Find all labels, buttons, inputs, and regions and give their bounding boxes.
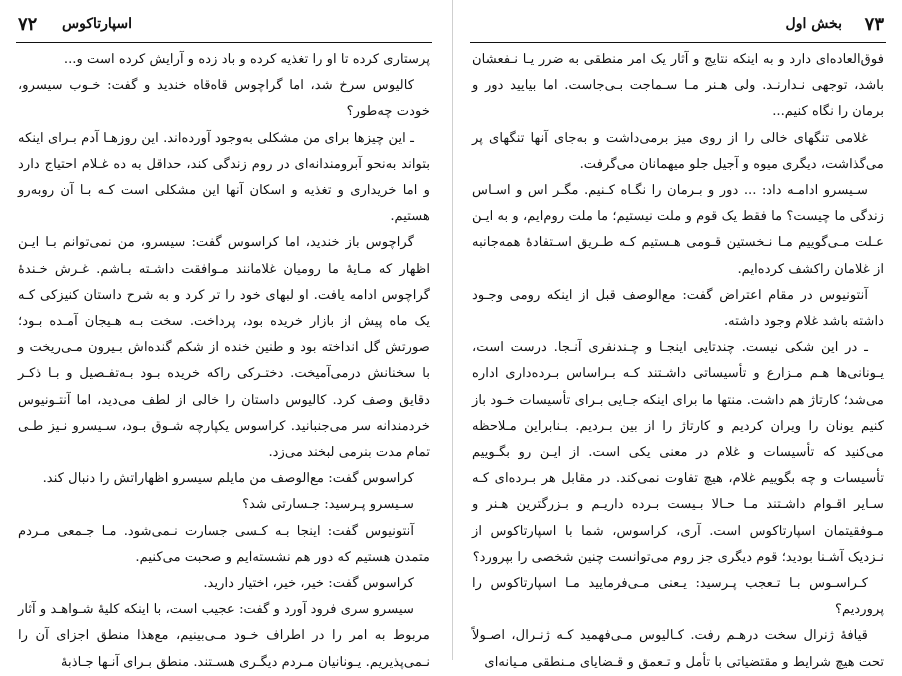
paragraph: گراچوس باز خندید، اما کراسوس گفت: سیسرو، من نمی‌توانم بـا ایـن اظهار که مـایهٔ ما رومیان غلامانند مـوافقت داشـته بـاشم. غـرش خـندهٔ گراچوس ادامه یافت. او لبهای خود را تر کرد و به شرح داستان کنیزکی کـه یک ماه پیش از بازار خریده بود، پرداخت. سخت بـه هـیجان آمـده بـود؛ صورتش گل انداخته بود و طنین خنده از شکم گنده‌اش بـیرون مـی‌ریخت و با سخنانش درمی‌آمیخت. دختـرکی راکه خریده بـود بـه‌تفـصیل و بـا ذکـر دقایق وصف کرد. کالیوس داستان را خالی از لطف می‌دید، اما آنتـونیوس خردمندانه سر می‌جنبانید. کراسوس یکپارچه شـوق بـود، سـیسرو نـیز طـی تمام مدت بنرمی لبخند می‌زد. [18,235,430,461]
right-page-number: ۷۳ [864,14,884,35]
paragraph: کـراسـوس بـا تـعجب پـرسید: یـعنی مـی‌فرمایید مـا اسپارتاکوس را پروردیم؟ [472,576,884,618]
paragraph: قیافهٔ ژنرال سخت درهـم رفت. کـالیوس مـی‌فهمید کـه ژنـرال، اصـولاً تحت هیچ شرایط و مقتضیاتی با تأمل و تـعمق و قـضایای مـنطقی مـیانه‌ای [472,628,884,670]
paragraph: کراسوس گفت: مع‌الوصف من مایلم سیسرو اظهاراتش را دنبال کند. [42,471,414,487]
left-page-running-title: اسپارتاکوس [62,16,133,32]
left-page-body [16,43,432,676]
paragraph: ـ در این شکی نیست. چندتایی اینجـا و چـندنفری آنـجا. درست است، یـونانی‌ها هـم مـزارع و تأسیساتی داشـتند کـه بـراساس بـرده‌داری اداره می‌شد؛ کارتاژ هم داشت. منتها ما برای اینکه جـایی بـرای تأسیسات خـود باز کنیم یونان را ویران کردیم و کارتاژ را از بین بـردیم. بـنابراین مـلاحظه می‌کنید که تأسیسات و غلام در معنی یکی است. از ایـن رو بگـوییم تأسیسات و چه بگوییم غلام، هیچ تفاوت نمی‌کند. در مقابل هر بـرده‌ای کـه سـایر اقـوام داشـتند مـا حـالا بـیست بـرده داریـم و بـزرگترین هـنر و مـوفقیتمان اسپارتاکوس است. آری، کراسوس، شما با اسپارتاکوس از نـزدیک آشـنا بودید؛ قوم دیگری جز روم می‌توانست چنین شخصی را بپرورد؟ [472,340,884,565]
right-page-header [470,14,886,43]
paragraph: سـیسرو ادامـه داد: ... دور و بـرمان را نگـاه کـنیم. مگـر اس و اسـاس زندگی ما چیست؟ ما فقط یک قوم و ملت نیستیم؛ ما ملت روم‌ایم، و به ایـن عـلت مـی‌گوییم مـا نـخستین قـومی هـستیم کـه طـریق اسـتفادهٔ همه‌جانبه از غلامان راکشف کرده‌ایم. [472,183,884,277]
left-page-header [16,14,432,43]
book-gutter [452,0,453,660]
right-page-body [470,43,886,676]
right-page [470,0,886,670]
paragraph: غلامی تنگهای خالی را از روی میز برمی‌داشت و به‌جای آنها تنگهای پر می‌گذاشت، دیگری میوه و آجیل جلو میهمانان می‌گرفت. [472,130,884,172]
paragraph: سیسرو سری فرود آورد و گفت: عجیب است، با اینکه کلیهٔ شـواهـد و آثار مربوط به امر را در اطراف خـود مـی‌بینیم، مع‌هذا منطق اجزای آن را نـمی‌پذیریم. یـونانیان مـردم دیگـری هسـتند. منطق بـرای آنـها جـاذبهٔ [18,602,430,670]
left-page-number: ۷۲ [18,14,38,35]
paragraph: ـ این چیزها برای من مشکلی به‌وجود آورده‌اند. این روزهـا آدم بـرای اینکه بتواند به‌نحو آبرومندانه‌ای در روم زندگی کند، حداقل به ده غـلام احتیاج دارد و اما خریداری و تغذیه و اسکان آنها این مشکلی است کـه بـا آن روبه‌رو هستیم. [18,130,430,225]
paragraph: کراسوس گفت: خیر، خیر، اختیار دارید. [203,576,414,592]
left-page [16,0,432,670]
paragraph: آنتونیوس در مقام اعتراض گفت: مع‌الوصف قبل از اینکه رومی وجـود داشته باشد غلام وجود داشته. [472,287,884,330]
paragraph: سـیسرو پـرسید: جـسارتی شد؟ [242,497,414,513]
right-page-running-title: بخش اول [785,16,842,32]
paragraph: پرستاری کرده تا او را تغذیه کرده و باد زده و آرایش کرده است و... [63,52,430,67]
paragraph: آنتونیوس گفت: اینجا بـه کـسی جسارت نـمی‌شود. مـا جـمعی مـردم متمدن هستیم که دور هم نشسته‌ایم و صحبت می‌کنیم. [18,523,430,565]
paragraph: کالیوس سرخ شد، اما گراچوس قاه‌قاه خندید و گفت: خـوب سیسرو، خودت چه‌طور؟ [18,78,430,120]
paragraph: فوق‌العاده‌ای دارد و به اینکه نتایج و آثار یک امر منطقی به ضرر یـا نـفعشان باشد، توجهی نـدارنـد. ولی هـنر مـا سـماجت بـی‌جاست. اما بیایید دور و برمان را نگاه کنیم... [472,52,884,120]
